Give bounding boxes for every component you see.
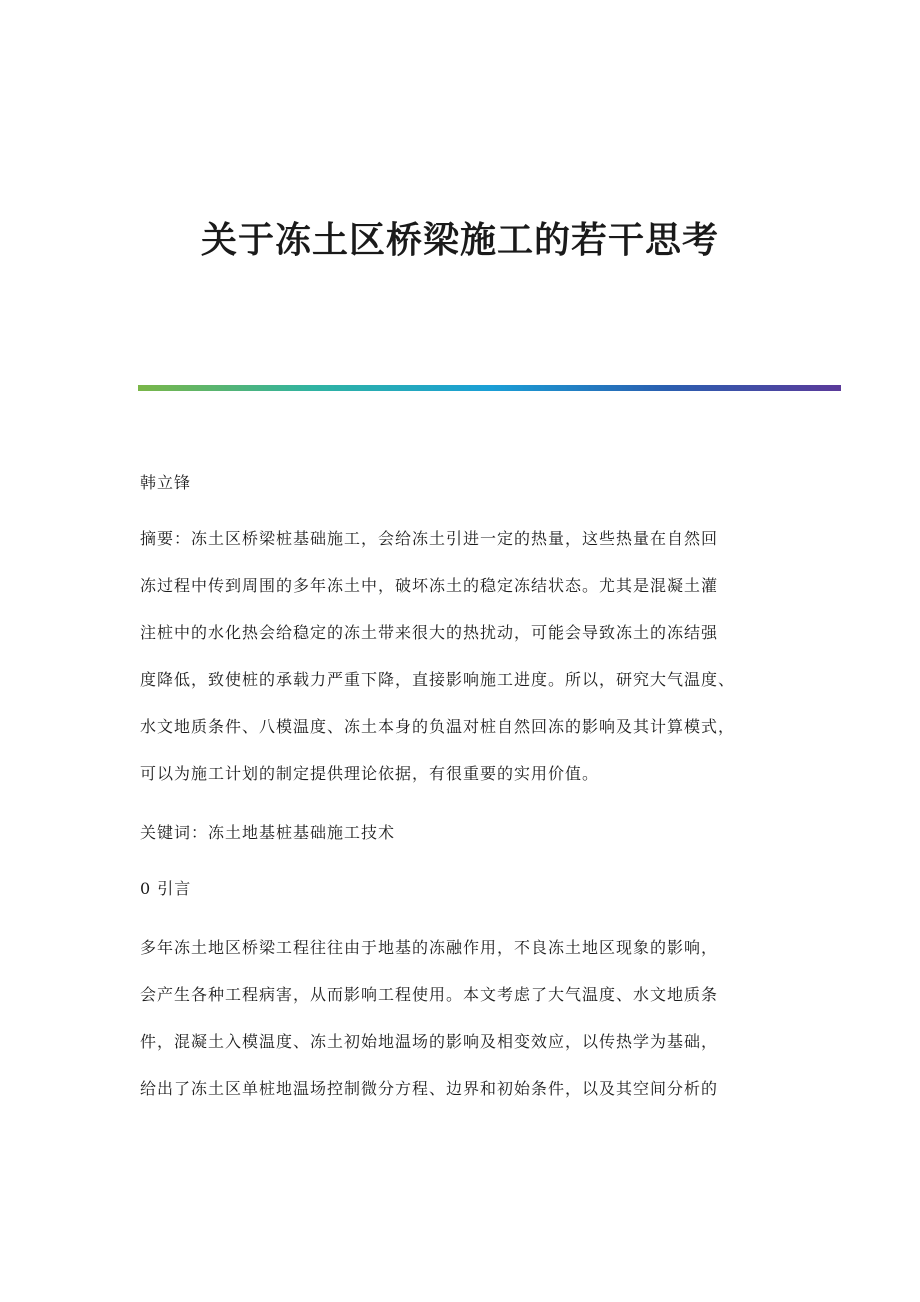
abstract-line: 冻过程中传到周围的多年冻土中，破坏冻土的稳定冻结状态。尤其是混凝土灌 xyxy=(140,576,719,595)
abstract-line: 度降低，致使桩的承载力严重下降，直接影响施工进度。所以，研究大气温度、 xyxy=(140,670,736,689)
page-title: 关于冻土区桥梁施工的若干思考 xyxy=(200,219,719,261)
intro-line: 多年冻土地区桥梁工程往往由于地基的冻融作用，不良冻土地区现象的影响， xyxy=(140,938,719,957)
abstract-line: 可以为施工计划的制定提供理论依据，有很重要的实用价值。 xyxy=(140,764,600,783)
section-heading: 0 引言 xyxy=(140,879,192,898)
intro-line: 给出了冻土区单桩地温场控制微分方程、边界和初始条件，以及其空间分析的 xyxy=(140,1079,719,1098)
abstract-line: 摘要：冻土区桥梁桩基础施工，会给冻土引进一定的热量，这些热量在自然回 xyxy=(140,529,719,548)
keywords: 关键词：冻土地基桩基础施工技术 xyxy=(140,823,396,842)
title-divider xyxy=(138,385,841,391)
author-name: 韩立锋 xyxy=(140,473,192,492)
intro-line: 会产生各种工程病害，从而影响工程使用。本文考虑了大气温度、水文地质条 xyxy=(140,985,719,1004)
abstract-line: 注桩中的水化热会给稳定的冻土带来很大的热扰动，可能会导致冻土的冻结强 xyxy=(140,623,719,642)
intro-line: 件，混凝土入模温度、冻土初始地温场的影响及相变效应，以传热学为基础， xyxy=(140,1032,719,1051)
abstract-line: 水文地质条件、八模温度、冻土本身的负温对桩自然回冻的影响及其计算模式， xyxy=(140,717,736,736)
